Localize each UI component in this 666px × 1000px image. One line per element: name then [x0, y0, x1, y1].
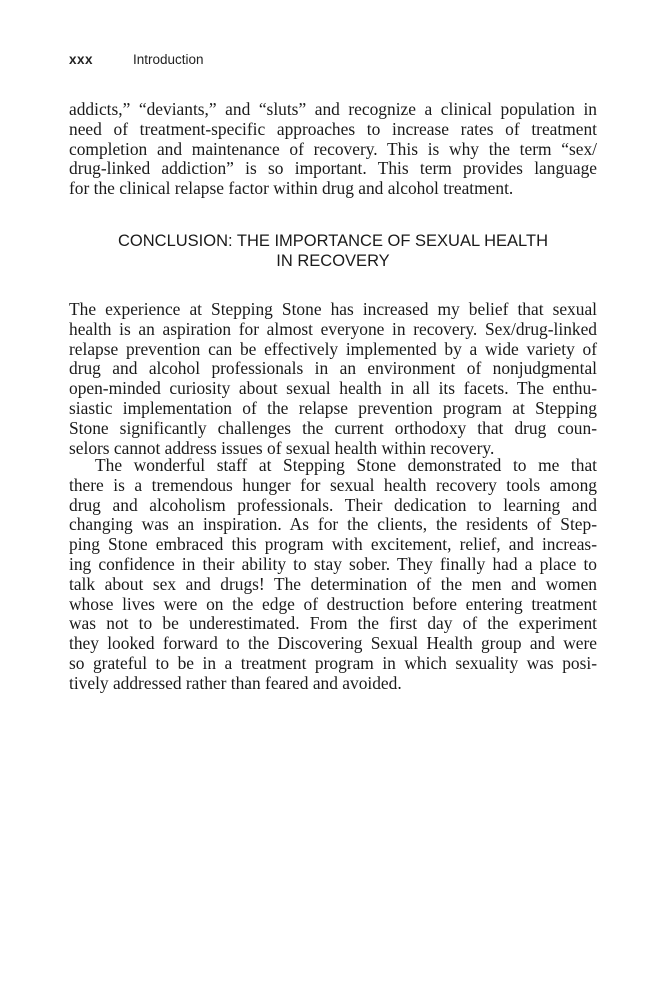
paragraph-conclusion-1: [69, 300, 597, 458]
text-line: siastic implementation of the relapse prevention program at Stepping: [69, 397, 597, 418]
text-line: The wonderful staff at Stepping Stone demonstrated to me that: [95, 455, 597, 475]
text-line: relapse prevention can be effectively implemented by a wide variety of: [69, 338, 597, 359]
text-line: ing confidence in their ability to stay sober. They finally had a place to: [69, 553, 597, 574]
text-line: for the clinical relapse factor within drug and alcohol treatment.: [69, 178, 514, 199]
heading-line: IN RECOVERY: [276, 251, 390, 270]
running-head: [69, 52, 204, 67]
heading-line: CONCLUSION: THE IMPORTANCE OF SEXUAL HEALTH: [118, 232, 548, 250]
text-line: there is a tremendous hunger for sexual health recovery tools among: [69, 474, 597, 495]
paragraph-conclusion-2: [69, 456, 597, 694]
text-line: need of treatment-specific approaches to increase rates of treatment: [69, 118, 597, 139]
text-line: selors cannot address issues of sexual health within recovery.: [69, 437, 495, 458]
text-line: addicts,” “deviants,” and “sluts” and recognize a clinical population in: [69, 99, 597, 119]
section-heading: [69, 232, 597, 271]
text-line: The experience at Stepping Stone has increased my belief that sexual: [69, 299, 597, 319]
text-line: drug and alcoholism professionals. Their dedication to learning and: [69, 494, 597, 515]
text-line: tively addressed rather than feared and avoided.: [69, 672, 402, 693]
text-line: completion and maintenance of recovery. This is why the term “sex/: [69, 138, 597, 159]
page-number: xxx: [69, 52, 94, 67]
text-line: drug and alcohol professionals in an environment of nonjudgmental: [69, 358, 597, 379]
paragraph-continued: [69, 100, 597, 199]
text-line: Stone significantly challenges the current orthodoxy that drug coun-: [69, 417, 597, 438]
text-line: talk about sex and drugs! The determination of the men and women: [69, 573, 597, 594]
chapter-title: Introduction: [133, 52, 204, 67]
text-line: ping Stone embraced this program with excitement, relief, and increas-: [69, 534, 597, 555]
text-line: drug-linked addiction” is so important. This term provides language: [69, 158, 597, 179]
text-line: open-minded curiosity about sexual health in all its facets. The enthu-: [69, 378, 597, 399]
text-line: so grateful to be in a treatment program in which sexuality was posi-: [69, 652, 597, 673]
text-line: they looked forward to the Discovering Sexual Health group and were: [69, 633, 597, 654]
text-line: was not to be underestimated. From the first day of the experiment: [69, 613, 597, 634]
text-line: health is an aspiration for almost everyone in recovery. Sex/drug-linked: [69, 318, 597, 339]
text-line: changing was an inspiration. As for the clients, the residents of Step-: [69, 514, 597, 535]
text-line: whose lives were on the edge of destruction before entering treatment: [69, 593, 597, 614]
